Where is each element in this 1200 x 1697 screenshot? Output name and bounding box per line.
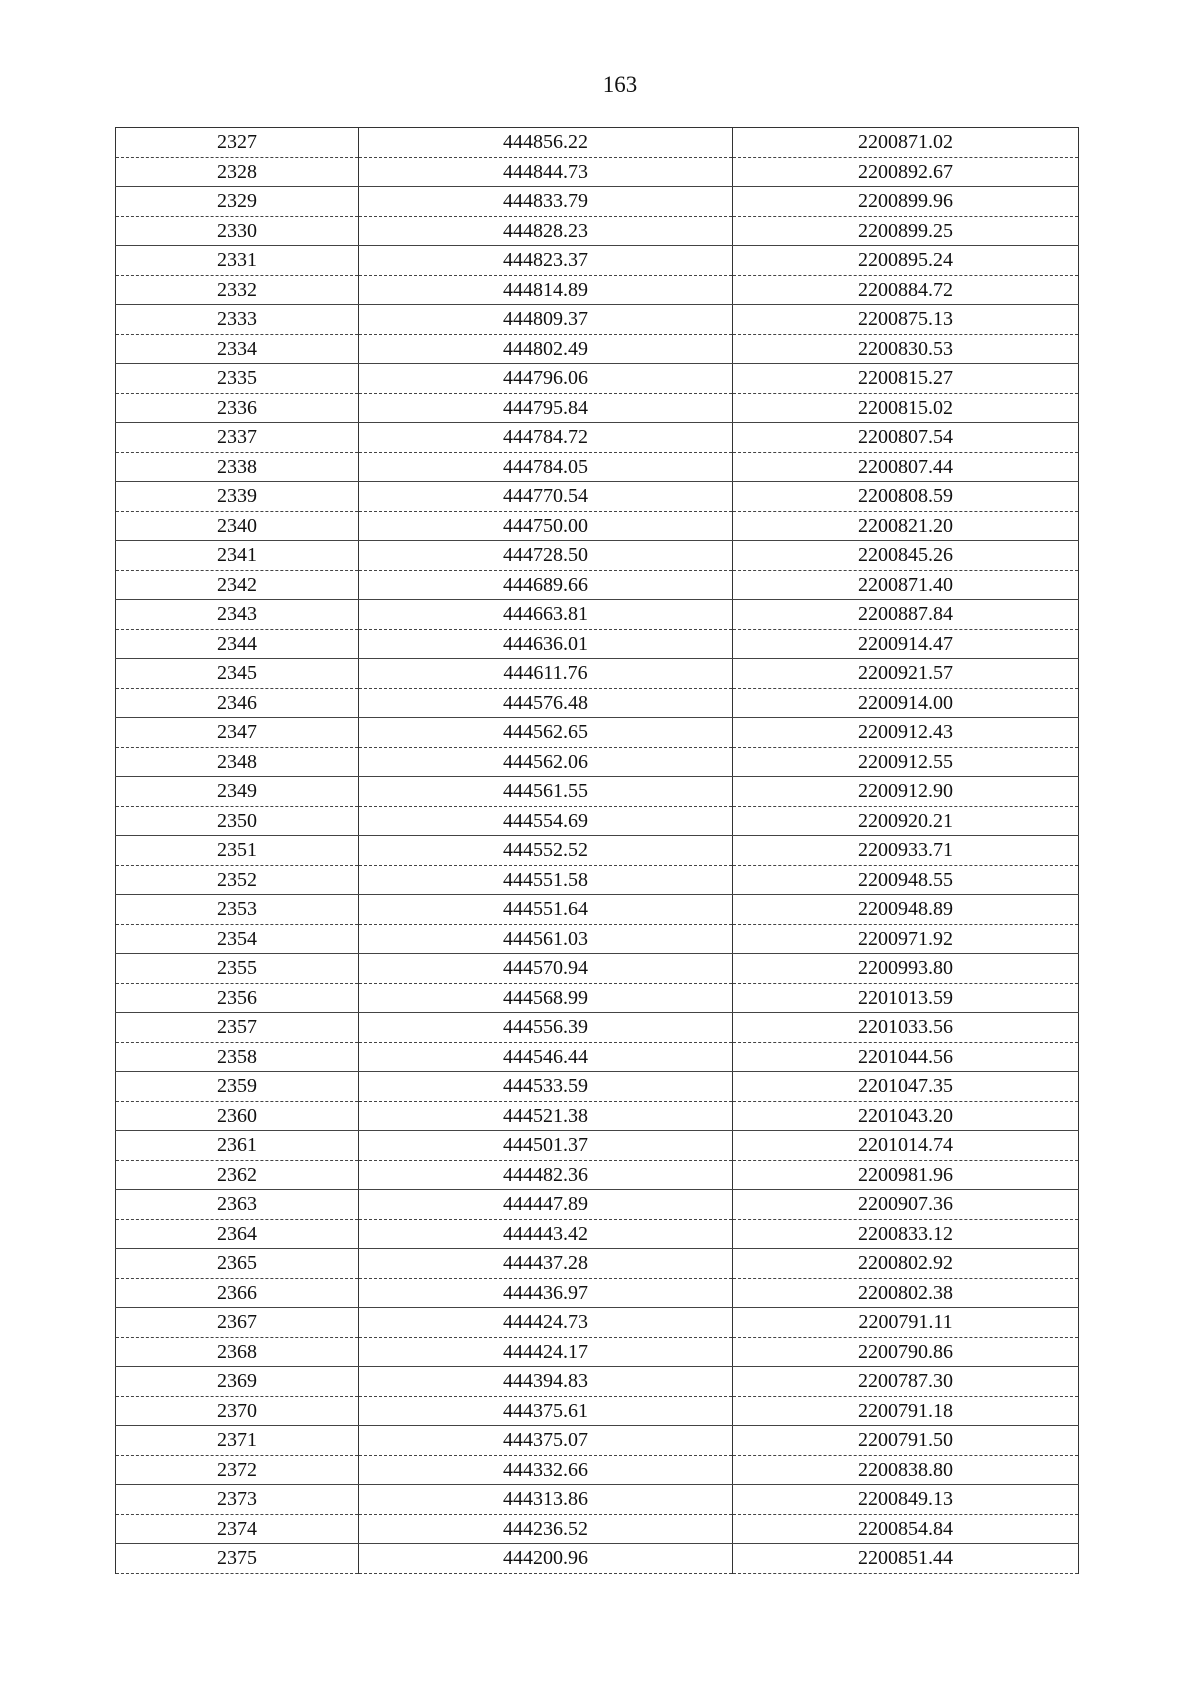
x-coordinate-cell: 444795.84 <box>359 393 733 423</box>
y-coordinate-cell: 2200907.36 <box>733 1190 1079 1220</box>
table-row <box>116 983 1079 1013</box>
x-coordinate-cell: 444313.86 <box>359 1485 733 1515</box>
point-number-cell: 2363 <box>116 1190 359 1220</box>
point-number-cell: 2365 <box>116 1249 359 1279</box>
point-number-cell: 2356 <box>116 983 359 1013</box>
y-coordinate-cell: 2200791.18 <box>733 1396 1079 1426</box>
y-coordinate-cell: 2200895.24 <box>733 246 1079 276</box>
y-coordinate-cell: 2200830.53 <box>733 334 1079 364</box>
point-number-cell: 2369 <box>116 1367 359 1397</box>
table-row <box>116 1131 1079 1161</box>
point-number-cell: 2358 <box>116 1042 359 1072</box>
point-number-cell: 2327 <box>116 128 359 158</box>
y-coordinate-cell: 2200887.84 <box>733 600 1079 630</box>
point-number-cell: 2347 <box>116 718 359 748</box>
x-coordinate-cell: 444482.36 <box>359 1160 733 1190</box>
y-coordinate-cell: 2201014.74 <box>733 1131 1079 1161</box>
point-number-cell: 2375 <box>116 1544 359 1574</box>
table-row <box>116 865 1079 895</box>
point-number-cell: 2357 <box>116 1013 359 1043</box>
point-number-cell: 2342 <box>116 570 359 600</box>
table-row <box>116 600 1079 630</box>
table-row <box>116 1396 1079 1426</box>
x-coordinate-cell: 444802.49 <box>359 334 733 364</box>
x-coordinate-cell: 444554.69 <box>359 806 733 836</box>
y-coordinate-cell: 2201043.20 <box>733 1101 1079 1131</box>
y-coordinate-cell: 2200808.59 <box>733 482 1079 512</box>
table-row <box>116 452 1079 482</box>
table-row <box>116 924 1079 954</box>
point-number-cell: 2355 <box>116 954 359 984</box>
x-coordinate-cell: 444394.83 <box>359 1367 733 1397</box>
point-number-cell: 2328 <box>116 157 359 187</box>
table-row <box>116 393 1079 423</box>
x-coordinate-cell: 444501.37 <box>359 1131 733 1161</box>
table-row <box>116 482 1079 512</box>
x-coordinate-cell: 444570.94 <box>359 954 733 984</box>
x-coordinate-cell: 444556.39 <box>359 1013 733 1043</box>
page-number: 163 <box>602 72 638 97</box>
y-coordinate-cell: 2200845.26 <box>733 541 1079 571</box>
x-coordinate-cell: 444611.76 <box>359 659 733 689</box>
x-coordinate-cell: 444770.54 <box>359 482 733 512</box>
table-row <box>116 1455 1079 1485</box>
point-number-cell: 2338 <box>116 452 359 482</box>
point-number-cell: 2359 <box>116 1072 359 1102</box>
table-row <box>116 718 1079 748</box>
x-coordinate-cell: 444636.01 <box>359 629 733 659</box>
y-coordinate-cell: 2200912.90 <box>733 777 1079 807</box>
y-coordinate-cell: 2200802.92 <box>733 1249 1079 1279</box>
point-number-cell: 2352 <box>116 865 359 895</box>
table-row <box>116 629 1079 659</box>
table-row <box>116 954 1079 984</box>
x-coordinate-cell: 444236.52 <box>359 1514 733 1544</box>
point-number-cell: 2364 <box>116 1219 359 1249</box>
table-row <box>116 1249 1079 1279</box>
point-number-cell: 2339 <box>116 482 359 512</box>
table-row <box>116 1485 1079 1515</box>
x-coordinate-cell: 444551.64 <box>359 895 733 925</box>
point-number-cell: 2374 <box>116 1514 359 1544</box>
y-coordinate-cell: 2200993.80 <box>733 954 1079 984</box>
point-number-cell: 2346 <box>116 688 359 718</box>
y-coordinate-cell: 2200807.44 <box>733 452 1079 482</box>
x-coordinate-cell: 444562.65 <box>359 718 733 748</box>
table-row <box>116 216 1079 246</box>
point-number-cell: 2362 <box>116 1160 359 1190</box>
table-row <box>116 128 1079 158</box>
coordinates-table-body <box>116 128 1079 1574</box>
point-number-cell: 2343 <box>116 600 359 630</box>
x-coordinate-cell: 444561.55 <box>359 777 733 807</box>
x-coordinate-cell: 444689.66 <box>359 570 733 600</box>
table-row <box>116 1337 1079 1367</box>
x-coordinate-cell: 444561.03 <box>359 924 733 954</box>
y-coordinate-cell: 2200791.50 <box>733 1426 1079 1456</box>
y-coordinate-cell: 2201044.56 <box>733 1042 1079 1072</box>
table-row <box>116 334 1079 364</box>
y-coordinate-cell: 2200833.12 <box>733 1219 1079 1249</box>
x-coordinate-cell: 444437.28 <box>359 1249 733 1279</box>
table-row <box>116 1514 1079 1544</box>
table-row <box>116 895 1079 925</box>
table-row <box>116 1101 1079 1131</box>
y-coordinate-cell: 2200971.92 <box>733 924 1079 954</box>
y-coordinate-cell: 2201013.59 <box>733 983 1079 1013</box>
y-coordinate-cell: 2200912.55 <box>733 747 1079 777</box>
point-number-cell: 2370 <box>116 1396 359 1426</box>
point-number-cell: 2335 <box>116 364 359 394</box>
table-row <box>116 511 1079 541</box>
table-row <box>116 364 1079 394</box>
point-number-cell: 2350 <box>116 806 359 836</box>
coordinates-table <box>115 127 1079 1574</box>
point-number-cell: 2331 <box>116 246 359 276</box>
y-coordinate-cell: 2200933.71 <box>733 836 1079 866</box>
y-coordinate-cell: 2200981.96 <box>733 1160 1079 1190</box>
table-row <box>116 157 1079 187</box>
table-row <box>116 659 1079 689</box>
table-row <box>116 1367 1079 1397</box>
table-row <box>116 1042 1079 1072</box>
x-coordinate-cell: 444856.22 <box>359 128 733 158</box>
x-coordinate-cell: 444562.06 <box>359 747 733 777</box>
x-coordinate-cell: 444784.72 <box>359 423 733 453</box>
y-coordinate-cell: 2200802.38 <box>733 1278 1079 1308</box>
point-number-cell: 2345 <box>116 659 359 689</box>
y-coordinate-cell: 2200815.27 <box>733 364 1079 394</box>
point-number-cell: 2340 <box>116 511 359 541</box>
x-coordinate-cell: 444663.81 <box>359 600 733 630</box>
x-coordinate-cell: 444823.37 <box>359 246 733 276</box>
y-coordinate-cell: 2200791.11 <box>733 1308 1079 1338</box>
point-number-cell: 2330 <box>116 216 359 246</box>
y-coordinate-cell: 2200920.21 <box>733 806 1079 836</box>
x-coordinate-cell: 444200.96 <box>359 1544 733 1574</box>
table-row <box>116 688 1079 718</box>
table-row <box>116 1013 1079 1043</box>
y-coordinate-cell: 2200871.02 <box>733 128 1079 158</box>
x-coordinate-cell: 444828.23 <box>359 216 733 246</box>
table-row <box>116 1072 1079 1102</box>
y-coordinate-cell: 2200821.20 <box>733 511 1079 541</box>
point-number-cell: 2367 <box>116 1308 359 1338</box>
table-row <box>116 836 1079 866</box>
x-coordinate-cell: 444796.06 <box>359 364 733 394</box>
table-row <box>116 1544 1079 1574</box>
y-coordinate-cell: 2200790.86 <box>733 1337 1079 1367</box>
y-coordinate-cell: 2200912.43 <box>733 718 1079 748</box>
point-number-cell: 2348 <box>116 747 359 777</box>
x-coordinate-cell: 444814.89 <box>359 275 733 305</box>
y-coordinate-cell: 2200815.02 <box>733 393 1079 423</box>
point-number-cell: 2333 <box>116 305 359 335</box>
x-coordinate-cell: 444436.97 <box>359 1278 733 1308</box>
y-coordinate-cell: 2200948.89 <box>733 895 1079 925</box>
table-row <box>116 1426 1079 1456</box>
point-number-cell: 2366 <box>116 1278 359 1308</box>
x-coordinate-cell: 444332.66 <box>359 1455 733 1485</box>
x-coordinate-cell: 444375.07 <box>359 1426 733 1456</box>
y-coordinate-cell: 2200914.00 <box>733 688 1079 718</box>
point-number-cell: 2373 <box>116 1485 359 1515</box>
point-number-cell: 2337 <box>116 423 359 453</box>
table-row <box>116 1278 1079 1308</box>
point-number-cell: 2336 <box>116 393 359 423</box>
y-coordinate-cell: 2200787.30 <box>733 1367 1079 1397</box>
y-coordinate-cell: 2200899.96 <box>733 187 1079 217</box>
x-coordinate-cell: 444576.48 <box>359 688 733 718</box>
point-number-cell: 2368 <box>116 1337 359 1367</box>
y-coordinate-cell: 2200854.84 <box>733 1514 1079 1544</box>
y-coordinate-cell: 2200807.54 <box>733 423 1079 453</box>
x-coordinate-cell: 444424.17 <box>359 1337 733 1367</box>
y-coordinate-cell: 2200851.44 <box>733 1544 1079 1574</box>
x-coordinate-cell: 444521.38 <box>359 1101 733 1131</box>
y-coordinate-cell: 2200884.72 <box>733 275 1079 305</box>
table-row <box>116 747 1079 777</box>
x-coordinate-cell: 444728.50 <box>359 541 733 571</box>
y-coordinate-cell: 2200849.13 <box>733 1485 1079 1515</box>
point-number-cell: 2371 <box>116 1426 359 1456</box>
point-number-cell: 2361 <box>116 1131 359 1161</box>
table-row <box>116 423 1079 453</box>
y-coordinate-cell: 2200921.57 <box>733 659 1079 689</box>
x-coordinate-cell: 444809.37 <box>359 305 733 335</box>
x-coordinate-cell: 444552.52 <box>359 836 733 866</box>
table-row <box>116 1160 1079 1190</box>
y-coordinate-cell: 2200899.25 <box>733 216 1079 246</box>
point-number-cell: 2353 <box>116 895 359 925</box>
point-number-cell: 2349 <box>116 777 359 807</box>
table-row <box>116 275 1079 305</box>
table-row <box>116 806 1079 836</box>
point-number-cell: 2341 <box>116 541 359 571</box>
table-row <box>116 305 1079 335</box>
x-coordinate-cell: 444447.89 <box>359 1190 733 1220</box>
x-coordinate-cell: 444443.42 <box>359 1219 733 1249</box>
table-row <box>116 570 1079 600</box>
x-coordinate-cell: 444844.73 <box>359 157 733 187</box>
table-row <box>116 1308 1079 1338</box>
x-coordinate-cell: 444546.44 <box>359 1042 733 1072</box>
point-number-cell: 2360 <box>116 1101 359 1131</box>
y-coordinate-cell: 2200892.67 <box>733 157 1079 187</box>
table-row <box>116 1190 1079 1220</box>
point-number-cell: 2372 <box>116 1455 359 1485</box>
point-number-cell: 2332 <box>116 275 359 305</box>
point-number-cell: 2329 <box>116 187 359 217</box>
y-coordinate-cell: 2200838.80 <box>733 1455 1079 1485</box>
y-coordinate-cell: 2200948.55 <box>733 865 1079 895</box>
x-coordinate-cell: 444784.05 <box>359 452 733 482</box>
point-number-cell: 2344 <box>116 629 359 659</box>
y-coordinate-cell: 2200914.47 <box>733 629 1079 659</box>
point-number-cell: 2354 <box>116 924 359 954</box>
x-coordinate-cell: 444551.58 <box>359 865 733 895</box>
table-row <box>116 246 1079 276</box>
x-coordinate-cell: 444833.79 <box>359 187 733 217</box>
x-coordinate-cell: 444533.59 <box>359 1072 733 1102</box>
point-number-cell: 2334 <box>116 334 359 364</box>
y-coordinate-cell: 2201033.56 <box>733 1013 1079 1043</box>
table-row <box>116 541 1079 571</box>
table-row <box>116 1219 1079 1249</box>
y-coordinate-cell: 2200875.13 <box>733 305 1079 335</box>
y-coordinate-cell: 2201047.35 <box>733 1072 1079 1102</box>
table-row <box>116 187 1079 217</box>
x-coordinate-cell: 444424.73 <box>359 1308 733 1338</box>
table-row <box>116 777 1079 807</box>
x-coordinate-cell: 444375.61 <box>359 1396 733 1426</box>
point-number-cell: 2351 <box>116 836 359 866</box>
x-coordinate-cell: 444568.99 <box>359 983 733 1013</box>
x-coordinate-cell: 444750.00 <box>359 511 733 541</box>
y-coordinate-cell: 2200871.40 <box>733 570 1079 600</box>
